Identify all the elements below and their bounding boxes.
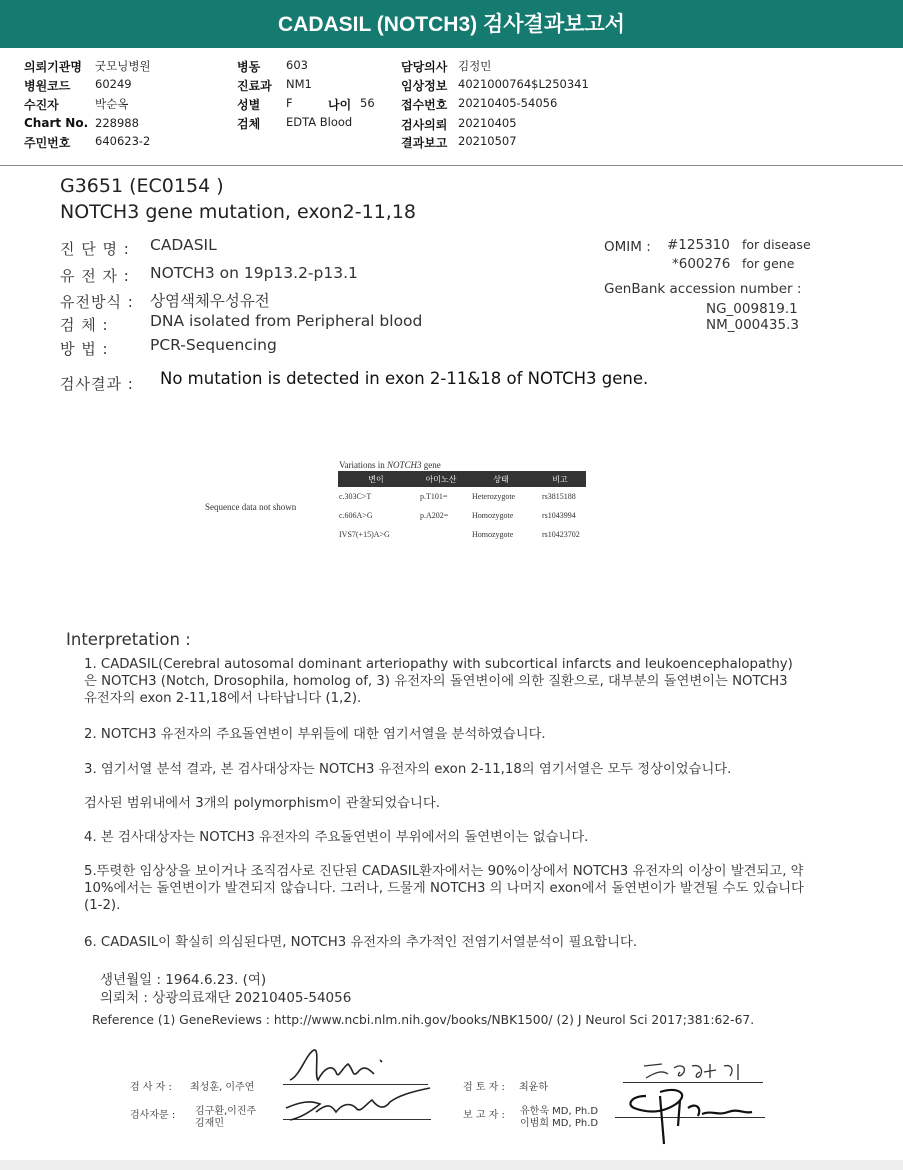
tester-label: 검 사 자 :	[130, 1082, 172, 1093]
clinical-info-label: 임상정보	[401, 79, 448, 93]
advisor-signature	[280, 1082, 440, 1126]
cell-variant: IVS7(+15)A>G	[339, 530, 390, 539]
cell-status: Heterozygote	[472, 492, 516, 501]
reporter-label: 보 고 자 :	[463, 1110, 505, 1121]
sequence-note: Sequence data not shown	[205, 502, 297, 512]
cell-note: rs1043994	[542, 511, 576, 520]
omim-disease-desc: for disease	[742, 237, 811, 252]
date-of-birth: 생년월일 : 1964.6.23. (여)	[100, 972, 267, 988]
patient-label: 수진자	[24, 98, 59, 112]
interpretation-item-6: 6. CADASIL이 확실히 의심된다면, NOTCH3 유전자의 추가적인 전염기서열분석이 필요합니다.	[84, 935, 638, 950]
advisor-label: 검사자문 :	[130, 1110, 176, 1121]
report-title: CADASIL (NOTCH3) 검사결과보고서	[0, 0, 903, 48]
clinical-info-value: 4021000764$L250341	[458, 77, 589, 91]
sex-label: 성별	[237, 98, 261, 112]
header-info	[0, 48, 903, 166]
col-header-variant: 변이	[338, 471, 414, 487]
interpretation-item-5: 5.뚜렷한 임상상을 보이거나 조직검사로 진단된 CADASIL환자에서는 90%이상에서 NOTCH3 유전자의 이상이 발견되고, 약 10%에서는 돌연변이가 발견되지 않습니다. 그러나, 드물게 NOTCH3 의 나머지 exon에서 돌연변이가 발견될 수도 있습니다 (1-2).	[84, 864, 804, 913]
diagnosis-label: 진 단 명 :	[60, 240, 130, 258]
accession-label: 접수번호	[401, 98, 448, 112]
col-header-amino-acid: 아미노산	[414, 471, 468, 487]
variation-table	[338, 471, 586, 544]
test-code: G3651 (EC0154 )	[60, 175, 224, 197]
specimen-type-label: 검 체 :	[60, 316, 109, 334]
interpretation-item-1: 1. CADASIL(Cerebral autosomal dominant arteriopathy with subcortical infarcts and leukoencephalopathy)은 NOTCH3 (Notch, Drosophila, homolog of, 3) 유전자의 돌연변이에 의한 질환으로, 대부분의 돌연변이는 NOTCH3 유전자의 exon 2-11,18에서 나타납니다 (1,2).	[84, 657, 793, 706]
omim-disease-id: #125310	[667, 237, 730, 253]
ward-value: 603	[286, 58, 308, 72]
genbank-label: GenBank accession number :	[604, 281, 802, 297]
specimen-value: EDTA Blood	[286, 115, 353, 129]
interpretation-heading: Interpretation :	[66, 630, 191, 649]
test-name: NOTCH3 gene mutation, exon2-11,18	[60, 201, 416, 223]
variation-caption-suffix: gene	[421, 460, 441, 470]
result-label: 검사결과 :	[60, 375, 134, 393]
cell-variant: c.606A>G	[339, 511, 373, 520]
result-value: No mutation is detected in exon 2-11&18 of NOTCH3 gene.	[160, 369, 649, 388]
cell-variant: c.303C>T	[339, 492, 372, 501]
gene-label: 유 전 자 :	[60, 267, 130, 285]
interpretation-item-4: 4. 본 검사대상자는 NOTCH3 유전자의 주요돌연변이 부위에서의 돌연변이는 없습니다.	[84, 830, 589, 845]
referrer: 의뢰처 : 상광의료재단 20210405-54056	[100, 990, 352, 1006]
cell-amino-acid	[414, 525, 468, 544]
col-header-status: 상태	[468, 471, 534, 487]
department-value: NM1	[286, 77, 312, 91]
resident-no-label: 주민번호	[24, 136, 71, 150]
page-bottom-band	[0, 1160, 903, 1170]
specimen-label: 검체	[237, 117, 261, 131]
genbank-nm: NM_000435.3	[706, 317, 799, 333]
hospital-name-label: 의뢰기관명	[24, 60, 82, 74]
cell-status: Homozygote	[472, 511, 514, 520]
diagnosis-value: CADASIL	[150, 236, 217, 254]
chart-no-label: Chart No.	[24, 116, 89, 130]
department-label: 진료과	[237, 79, 272, 93]
interpretation-item-2: 2. NOTCH3 유전자의 주요돌연변이 부위들에 대한 염기서열을 분석하였습니다.	[84, 727, 546, 742]
cell-status: Homozygote	[472, 530, 514, 539]
reviewer-label: 검 토 자 :	[463, 1082, 505, 1093]
inheritance-label: 유전방식 :	[60, 293, 134, 311]
variation-caption-gene: NOTCH3	[387, 460, 422, 470]
hospital-name-value: 굿모닝병원	[95, 59, 151, 73]
interpretation-item-3: 3. 염기서열 분석 결과, 본 검사대상자는 NOTCH3 유전자의 exon 2-11,18의 염기서열은 모두 정상이었습니다.	[84, 762, 732, 777]
hospital-code-value: 60249	[95, 77, 132, 91]
hospital-code-label: 병원코드	[24, 79, 71, 93]
report-date-label: 결과보고	[401, 136, 448, 150]
omim-gene-id: *600276	[672, 256, 731, 272]
doctor-value: 김정민	[458, 59, 492, 73]
genbank-ng: NG_009819.1	[706, 301, 798, 317]
accession-value: 20210405-54056	[458, 96, 558, 110]
omim-label: OMIM :	[604, 239, 651, 255]
table-row	[338, 525, 586, 544]
specimen-type-value: DNA isolated from Peripheral blood	[150, 312, 423, 330]
gene-value: NOTCH3 on 19p13.2-p13.1	[150, 264, 358, 282]
method-value: PCR-Sequencing	[150, 336, 277, 354]
reference: Reference (1) GeneReviews : http://www.ncbi.nlm.nih.gov/books/NBK1500/ (2) J Neurol Sci 2017;381:62-67.	[92, 1013, 755, 1027]
sex-value: F	[286, 96, 293, 110]
chart-no-value: 228988	[95, 116, 139, 130]
resident-no-value: 640623-2	[95, 134, 151, 148]
cell-note: rs10423702	[542, 530, 580, 539]
omim-gene-desc: for gene	[742, 256, 795, 271]
reviewer-name: 최윤하	[519, 1082, 548, 1093]
interpretation-item-3b: 검사된 범위내에서 3개의 polymorphism이 관찰되었습니다.	[84, 796, 440, 811]
request-date-label: 검사의뢰	[401, 118, 448, 132]
inheritance-value: 상염색체우성유전	[150, 292, 270, 310]
variation-table-header	[338, 471, 586, 487]
ward-label: 병동	[237, 60, 261, 74]
reporter-names: 유한욱 MD, Ph.D 이범희 MD, Ph.D	[520, 1106, 599, 1129]
cell-amino-acid: p.T101=	[420, 492, 448, 501]
cell-amino-acid: p.A202=	[420, 511, 449, 520]
cell-note: rs3815188	[542, 492, 576, 501]
variation-caption-prefix: Variations in	[339, 460, 387, 470]
age-label: 나이	[328, 98, 352, 112]
patient-value: 박순옥	[95, 97, 129, 111]
advisor-names: 김구환,이진주 김재민	[195, 1106, 257, 1129]
method-label: 방 법 :	[60, 340, 109, 358]
variation-table-wrap	[338, 471, 586, 544]
doctor-label: 담당의사	[401, 60, 448, 74]
tester-names: 최성훈, 이주연	[190, 1082, 255, 1093]
request-date-value: 20210405	[458, 116, 517, 130]
table-row	[338, 506, 586, 525]
col-header-note: 비고	[534, 471, 586, 487]
table-row	[338, 487, 586, 506]
reporter-signature	[620, 1082, 770, 1148]
age-value: 56	[360, 96, 375, 110]
variation-caption	[339, 460, 441, 470]
reviewer-signature	[640, 1060, 750, 1084]
report-date-value: 20210507	[458, 134, 517, 148]
